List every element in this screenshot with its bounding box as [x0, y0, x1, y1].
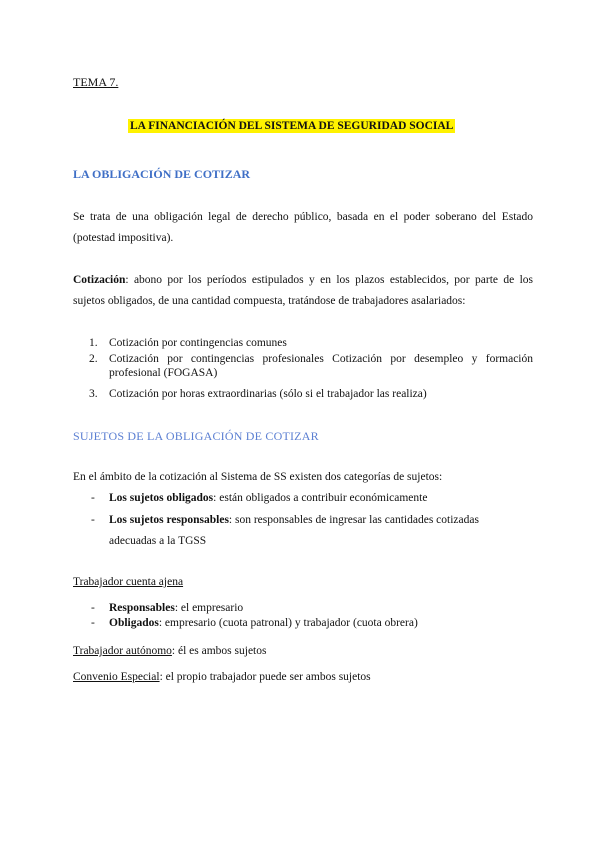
autonomo-line: Trabajador autónomo: él es ambos sujetos — [73, 645, 267, 657]
paragraph-line: sujetos obligados, de una cantidad compuesta, tratándose de trabajadores asalariados: — [73, 295, 466, 307]
list-item: - Los sujetos obligados: están obligados a contribuir económicamente — [91, 492, 428, 504]
list-item: 2. Cotización por contingencias profesionales Cotización por desempleo y formación profesional (FOGASA) — [89, 353, 533, 379]
convenio-line: Convenio Especial: el propio trabajador puede ser ambos sujetos — [73, 671, 371, 683]
list-item: - Obligados: empresario (cuota patronal) y trabajador (cuota obrera) — [91, 617, 418, 629]
tema-label: TEMA 7. — [73, 75, 119, 89]
list-item: 3. Cotización por horas extraordinarias (sólo si el trabajador las realiza) — [89, 388, 427, 400]
ajena-heading: Trabajador cuenta ajena — [73, 576, 184, 588]
cotizacion-definition: Cotización: abono por los períodos estipulados y en los plazos establecidos, por parte de los — [73, 274, 533, 286]
list-item-continuation: adecuadas a la TGSS — [109, 535, 207, 547]
section-heading-sujetos: SUJETOS DE LA OBLIGACIÓN DE COTIZAR — [73, 429, 319, 443]
paragraph-line: (potestad impositiva). — [73, 232, 174, 244]
section-heading-obligacion: LA OBLIGACIÓN DE COTIZAR — [73, 167, 251, 181]
list-item: 1. Cotización por contingencias comunes — [89, 337, 287, 349]
paragraph-line: En el ámbito de la cotización al Sistema de SS existen dos categorías de sujetos: — [73, 471, 443, 483]
list-item: - Responsables: el empresario — [91, 602, 244, 614]
page-title: LA FINANCIACIÓN DEL SISTEMA DE SEGURIDAD SOCIAL — [130, 120, 454, 132]
list-item: - Los sujetos responsables: son responsables de ingresar las cantidades cotizadas — [91, 514, 479, 526]
paragraph-line: Se trata de una obligación legal de derecho público, basada en el poder soberano del Estado — [73, 211, 533, 223]
